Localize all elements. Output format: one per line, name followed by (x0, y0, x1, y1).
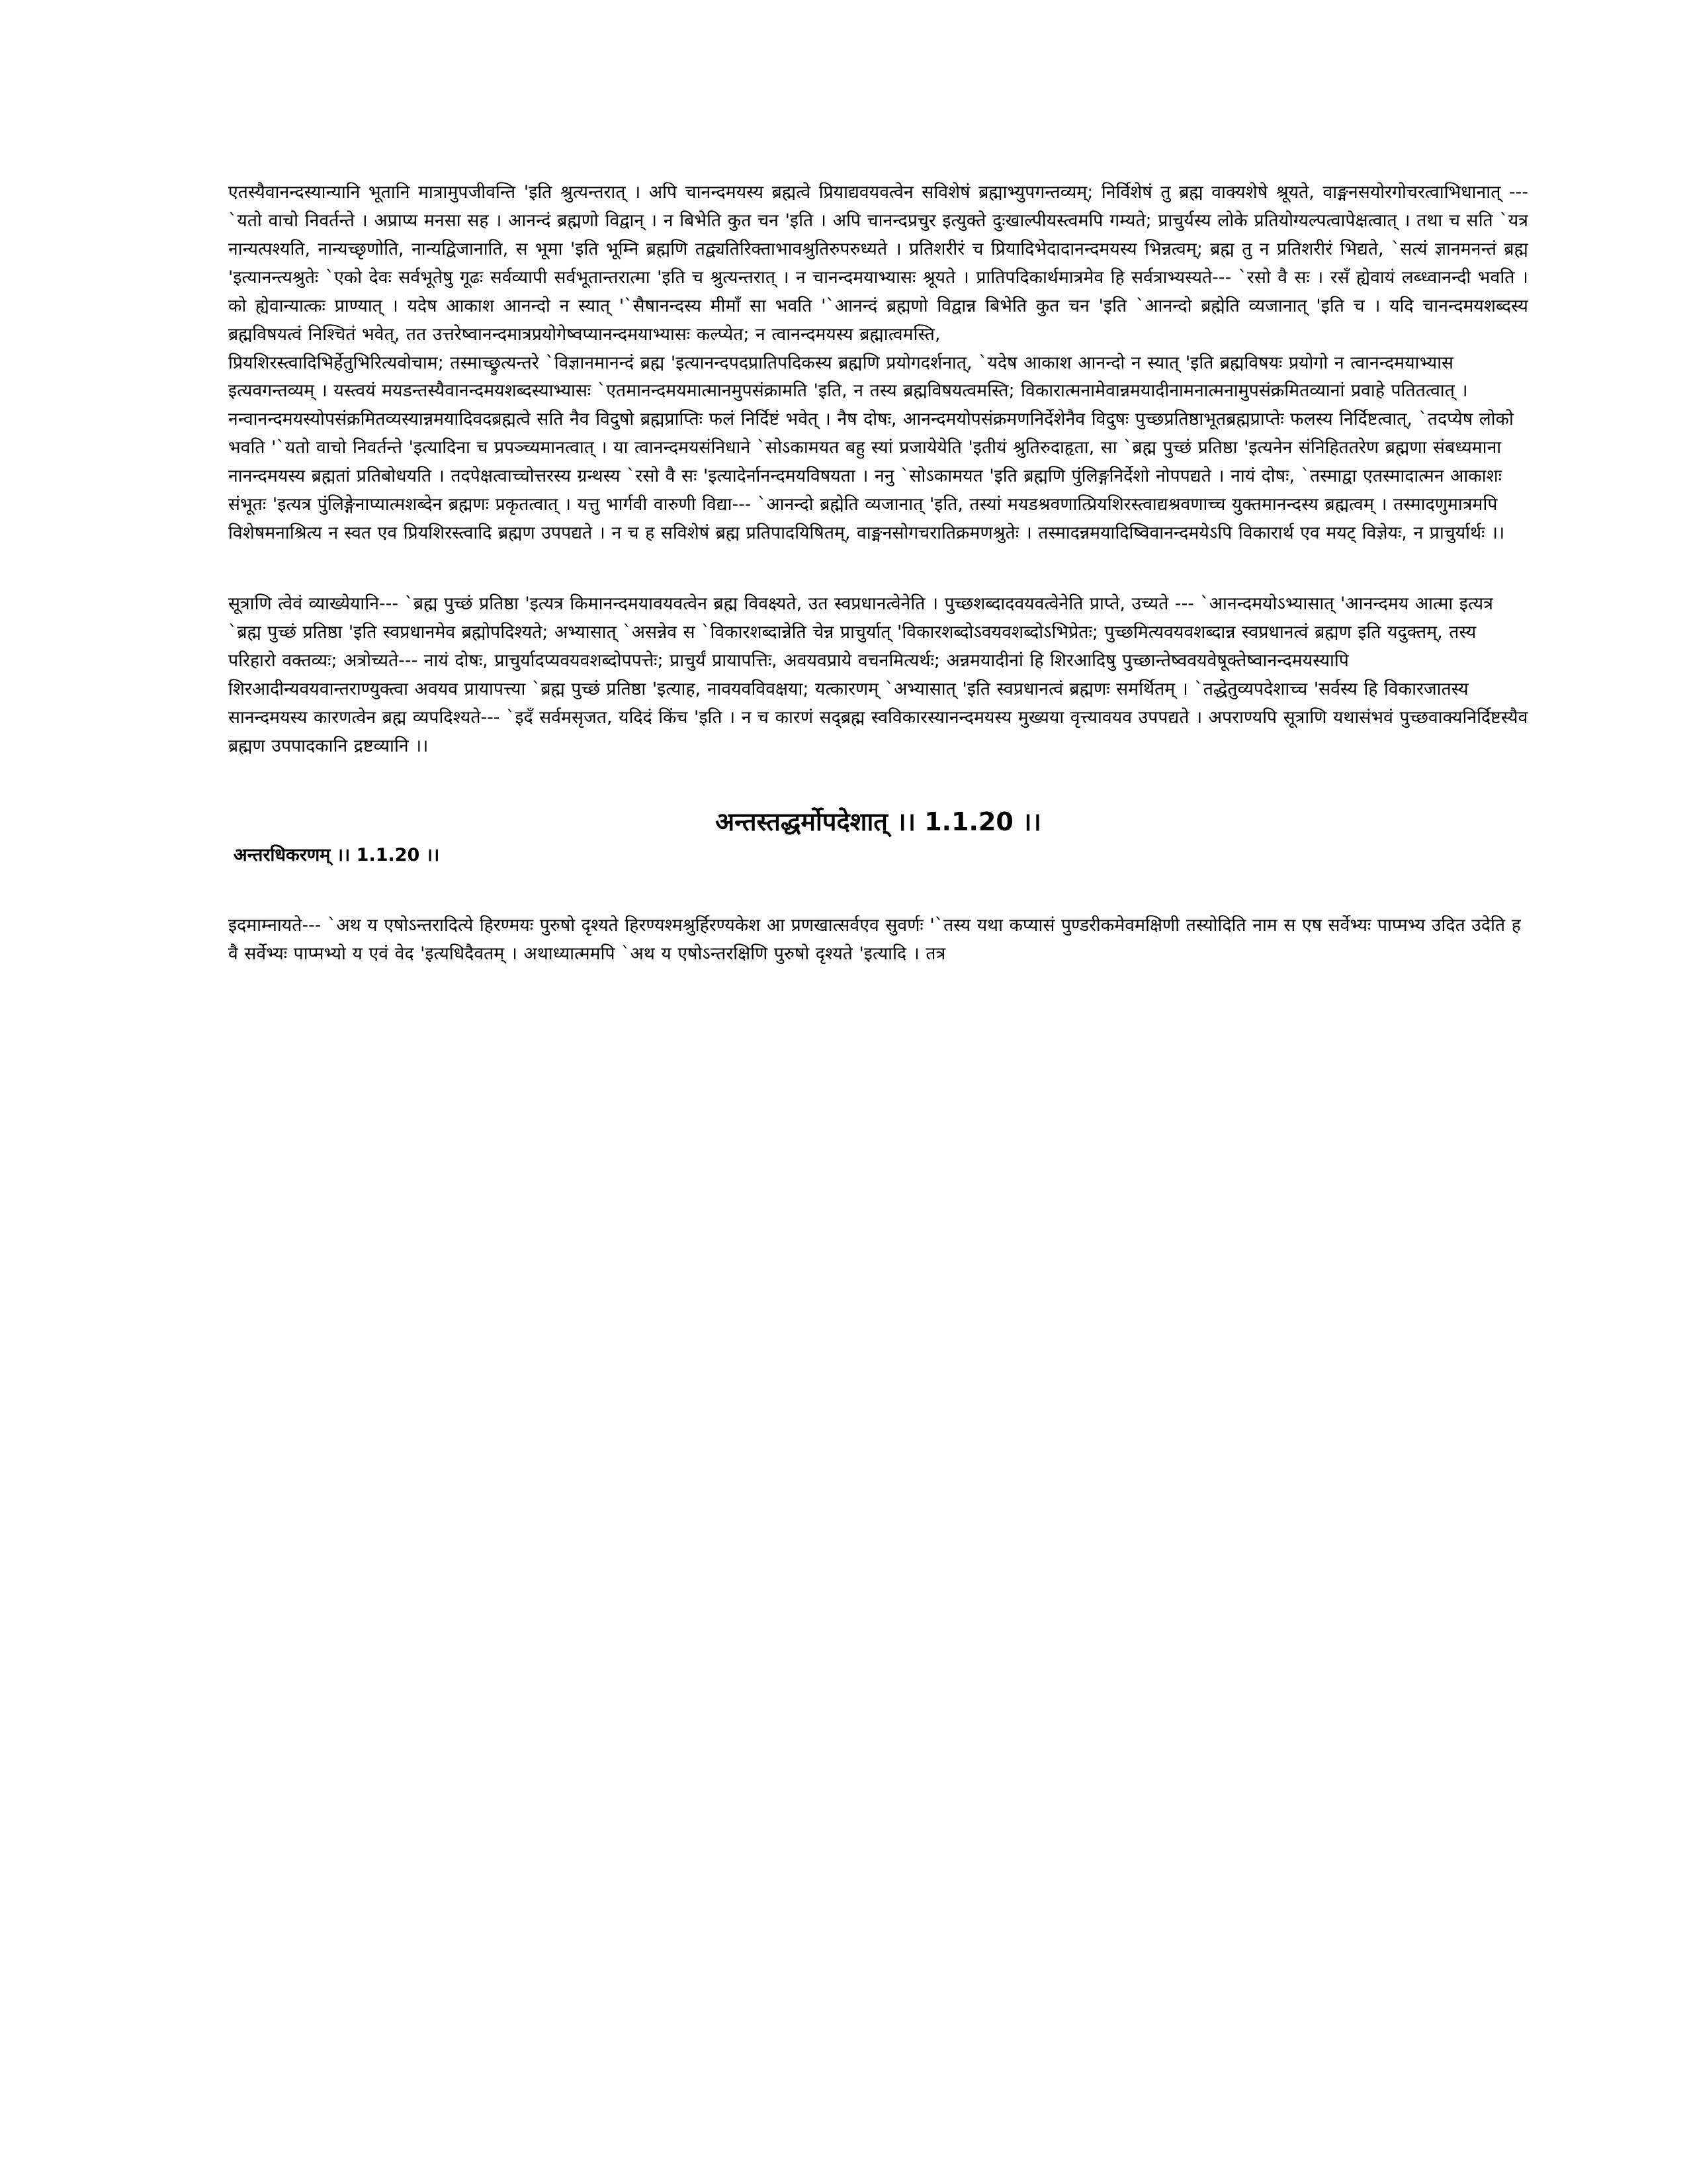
section-title: अन्तस्तद्धर्मोपदेशात् ।। 1.1.20 ।। (715, 807, 1041, 836)
section-body-spacer (228, 869, 1528, 912)
section-spacer (228, 761, 1528, 803)
paragraph-1: एतस्यैवानन्दस्यान्यानि भूतानि मात्रामुपजीवन्ति 'इति श्रुत्यन्तरात् । अपि चानन्दमयस्य ब्रह्मत्वे प्रियाद्यवयवत्वेन सविशेषं ब्रह्माभ्युपगन्तव्यम्; निर्विशेषं तु ब्रह्म वाक्यशेषे श्रूयते, वाङ्मनसयोरगोचरत्वाभिधानात् --- `यतो वाचो निवर्तन्ते । अप्राप्य मनसा सह । आनन्दं ब्रह्मणो विद्वान् । न बिभेति कुत चन 'इति । अपि चानन्दप्रचुर इत्युक्ते दुःखाल्पीयस्त्वमपि गम्यते; प्राचुर्यस्य लोके प्रतियोग्यल्पत्वापेक्षत्वात् । तथा च सति `यत्र नान्यत्पश्यति, नान्यच्छृणोति, नान्यद्विजानाति, स भूमा 'इति भूम्नि ब्रह्मणि तद्व्यतिरिक्ताभावश्रुतिरुपरुध्यते । प्रतिशरीरं च प्रियादिभेदादानन्दमयस्य भिन्नत्वम्; ब्रह्म तु न प्रतिशरीरं भिद्यते, `सत्यं ज्ञानमनन्तं ब्रह्म 'इत्यानन्त्यश्रुतेः `एको देवः सर्वभूतेषु गूढः सर्वव्यापी सर्वभूतान्तरात्मा 'इति च श्रुत्यन्तरात् । न चानन्दमयाभ्यासः श्रूयते । प्रातिपदिकार्थमात्रमेव हि सर्वत्राभ्यस्यते--- `रसो वै सः । रसँ ह्येवायं लब्ध्वानन्दी भवति । को ह्येवान्यात्कः प्राण्यात् । यदेष आकाश आनन्दो न स्यात् '`सैषानन्दस्य मीमाँ सा भवति '`आनन्दं ब्रह्मणो विद्वान्न बिभेति कुत चन 'इति `आनन्दो ब्रह्मेति व्यजानात् 'इति च । यदि चानन्दमयशब्दस्य ब्रह्मविषयत्वं निश्चितं भवेत्, तत उत्तरेष्वानन्दमात्रप्रयोगेष्वप्यानन्दमयाभ्यासः कल्प्येत; न त्वानन्दमयस्य ब्रह्मात्वमस्ति, (228, 182, 1528, 345)
paragraph-3: नन्वानन्दमयस्योपसंक्रमितव्यस्यान्नमयादिवदब्रह्मत्वे सति नैव विदुषो ब्रह्मप्राप्तिः फलं निर्दिष्टं भवेत् । नैष दोषः, आनन्दमयोपसंक्रमणनिर्देशेनैव विदुषः पुच्छप्रतिष्ठाभूतब्रह्मप्राप्तेः फलस्य निर्दिष्टत्वात्, `तदप्येष लोको भवति '`यतो वाचो निवर्तन्ते 'इत्यादिना च प्रपञ्च्यमानत्वात् । या त्वानन्दमयसंनिधाने `सोऽकामयत बहु स्यां प्रजायेयेति 'इतीयं श्रुतिरुदाहृता, सा `ब्रह्म पुच्छं प्रतिष्ठा 'इत्यनेन संनिहिततरेण ब्रह्मणा संबध्यमाना नानन्दमयस्य ब्रह्मतां प्रतिबोधयति । तदपेक्षत्वाच्चोत्तरस्य ग्रन्थस्य `रसो वै सः 'इत्यादेर्नानन्दमयविषयता । ननु `सोऽकामयत 'इति ब्रह्मणि पुंलिङ्गनिर्देशो नोपपद्यते । नायं दोषः, `तस्माद्वा एतस्मादात्मन आकाशः संभूतः 'इत्यत्र पुंलिङ्गेनाप्यात्मशब्देन ब्रह्मणः प्रकृतत्वात् । यत्तु भार्गवी वारुणी विद्या--- `आनन्दो ब्रह्मेति व्यजानात् 'इति, तस्यां मयडश्रवणात्प्रियशिरस्त्वाद्यश्रवणाच्च युक्तमानन्दस्य ब्रह्मत्वम् । तस्मादणुमात्रमपि विशेषमनाश्रित्य न स्वत एव प्रियशिरस्त्वादि ब्रह्मण उपपद्यते । न च ह सविशेषं ब्रह्म प्रतिपादयिषितम्, वाङ्मनसोगचरातिक्रमणश्रुतेः । तस्मादन्नमयादिष्विवानन्दमयेऽपि विकारार्थ एव मयट् विज्ञेयः, न प्राचुर्यार्थः ।। (228, 409, 1514, 544)
paragraph-4: सूत्राणि त्वेवं व्याख्येयानि--- `ब्रह्म पुच्छं प्रतिष्ठा 'इत्यत्र किमानन्दमयावयवत्वेन ब्रह्म विवक्ष्यते, उत स्वप्रधानत्वेनेति । पुच्छशब्दादवयवत्वेनेति प्राप्ते, उच्यते --- `आनन्दमयोऽभ्यासात् 'आनन्दमय आत्मा इत्यत्र `ब्रह्म पुच्छं प्रतिष्ठा 'इति स्वप्रधानमेव ब्रह्मोपदिश्यते; अभ्यासात् `असन्नेव स `विकारशब्दान्नेति चेन्न प्राचुर्यात् 'विकारशब्दोऽवयवशब्दोऽभिप्रेतः; पुच्छमित्यवयवशब्दान्न स्वप्रधानत्वं ब्रह्मण इति यदुक्तम्, तस्य परिहारो वक्तव्यः; अत्रोच्यते--- नायं दोषः, प्राचुर्यादप्यवयवशब्दोपपत्तेः; प्राचुर्यं प्रायापत्तिः, अवयवप्राये वचनमित्यर्थः; अन्नमयादीनां हि शिरआदिषु पुच्छान्तेष्ववयवेषूक्तेष्वानन्दमयस्यापि शिरआदीन्यवयवान्तराण्युक्त्वा अवयव प्रायापत्त्या `ब्रह्म पुच्छं प्रतिष्ठा 'इत्याह, नावयवविवक्षया; यत्कारणम् `अभ्यासात् 'इति स्वप्रधानत्वं ब्रह्मणः समर्थितम् । `तद्धेतुव्यपदेशाच्च 'सर्वस्य हि विकारजातस्य सानन्दमयस्य कारणत्वेन ब्रह्म व्यपदिश्यते--- `इदँ सर्वमसृजत, यदिदं किंच 'इति । न च कारणं सद्ब्रह्म स्वविकारस्यानन्दमयस्य मुख्यया वृत्त्यावयव उपपद्यते । अपराण्यपि सूत्राणि यथासंभवं पुच्छवाक्यनिर्दिष्टस्यैव ब्रह्मण उपपादकानि द्रष्टव्यानि ।। (228, 593, 1528, 756)
paragraph-2: प्रियशिरस्त्वादिभिर्हेतुभिरित्यवोचाम; तस्माच्छ्रुत्यन्तरे `विज्ञानमानन्दं ब्रह्म 'इत्यानन्दपदप्रातिपदिकस्य ब्रह्मणि प्रयोगदर्शनात्, `यदेष आकाश आनन्दो न स्यात् 'इति ब्रह्मविषयः प्रयोगो न त्वानन्दमयाभ्यास इत्यवगन्तव्यम् । यस्त्वयं मयडन्तस्यैवानन्दमयशब्दस्याभ्यासः `एतमानन्दमयमात्मानमुपसंक्रामति 'इति, न तस्य ब्रह्मविषयत्वमस्ति; विकारात्मनामेवान्नमयादीनामनात्मनामुपसंक्रमितव्यानां प्रवाहे पतितत्वात् । (228, 352, 1468, 402)
paragraph-spacer (228, 548, 1528, 590)
paragraph-5: इदमाम्नायते--- `अथ य एषोऽन्तरादित्ये हिरण्मयः पुरुषो दृश्यते हिरण्यश्मश्रुर्हिरण्यकेश आ प्रणखात्सर्वएव सुवर्णः '`तस्य यथा कप्यासं पुण्डरीकमेवमक्षिणी तस्योदिति नाम स एष सर्वेभ्यः पाप्मभ्य उदित उदेति ह वै सर्वेभ्यः पाप्मभ्यो य एवं वेद 'इत्यधिदैवतम् । अथाध्यात्ममपि `अथ य एषोऽन्तरक्षिणि पुरुषो दृश्यते 'इत्यादि । तत्र (228, 914, 1521, 964)
section-subtitle: अन्तरधिकरणम् ।। 1.1.20 ।। (234, 844, 440, 865)
